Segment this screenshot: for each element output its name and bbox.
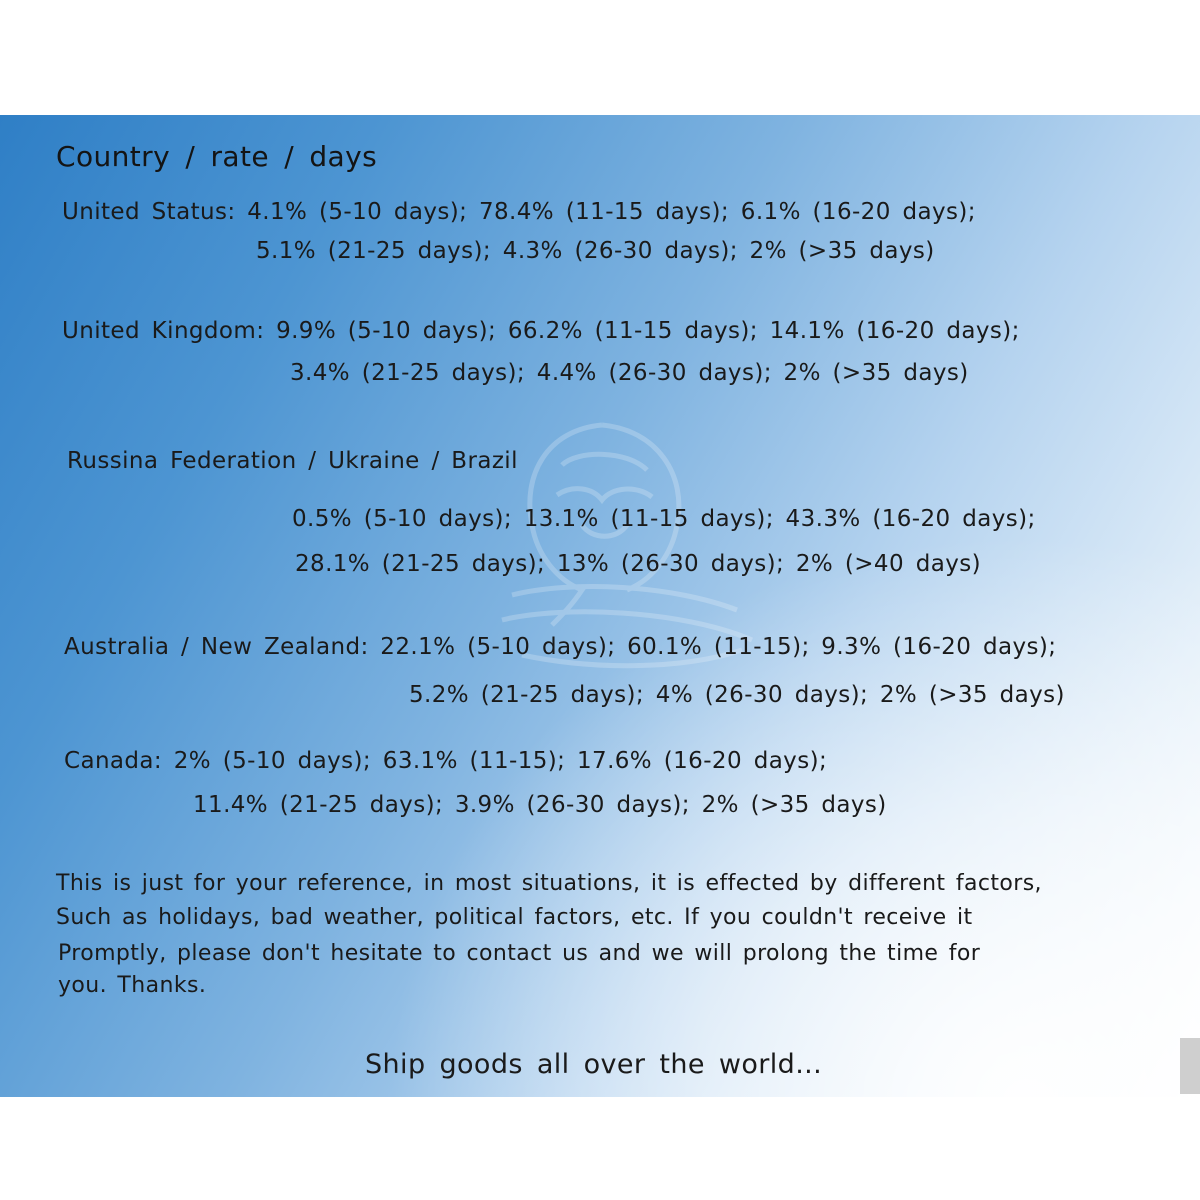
shipping-info-panel: [0, 115, 1200, 1097]
australia-rates-line-1: Australia / New Zealand: 22.1% (5-10 days); 60.1% (11-15); 9.3% (16-20 days);: [64, 634, 1057, 660]
uk-rates-line-2: 3.4% (21-25 days); 4.4% (26-30 days); 2% (>35 days): [290, 360, 969, 386]
uk-rates-line-1: United Kingdom: 9.9% (5-10 days); 66.2% (11-15 days); 14.1% (16-20 days);: [62, 318, 1020, 344]
russia-group-title: Russina Federation / Ukraine / Brazil: [67, 448, 518, 474]
reference-note-line-3: Promptly, please don't hesitate to contact us and we will prolong the time for: [58, 941, 981, 966]
reference-note-line-4: you. Thanks.: [58, 973, 207, 998]
us-rates-line-1: United Status: 4.1% (5-10 days); 78.4% (11-15 days); 6.1% (16-20 days);: [62, 199, 976, 225]
us-rates-line-2: 5.1% (21-25 days); 4.3% (26-30 days); 2% (>35 days): [256, 238, 935, 264]
reference-note-line-2: Such as holidays, bad weather, political factors, etc. If you couldn't receive it: [56, 905, 973, 930]
australia-rates-line-2: 5.2% (21-25 days); 4% (26-30 days); 2% (>35 days): [409, 682, 1065, 708]
scrollbar-thumb[interactable]: [1180, 1038, 1200, 1094]
russia-rates-line-2: 28.1% (21-25 days); 13% (26-30 days); 2% (>40 days): [295, 551, 981, 577]
canada-rates-line-1: Canada: 2% (5-10 days); 63.1% (11-15); 17.6% (16-20 days);: [64, 748, 828, 774]
reference-note-line-1: This is just for your reference, in most situations, it is effected by different factors,: [56, 871, 1042, 896]
table-heading: Country / rate / days: [56, 140, 378, 173]
footer-slogan: Ship goods all over the world...: [365, 1049, 823, 1080]
canada-rates-line-2: 11.4% (21-25 days); 3.9% (26-30 days); 2% (>35 days): [193, 792, 887, 818]
russia-rates-line-1: 0.5% (5-10 days); 13.1% (11-15 days); 43.3% (16-20 days);: [292, 506, 1036, 532]
